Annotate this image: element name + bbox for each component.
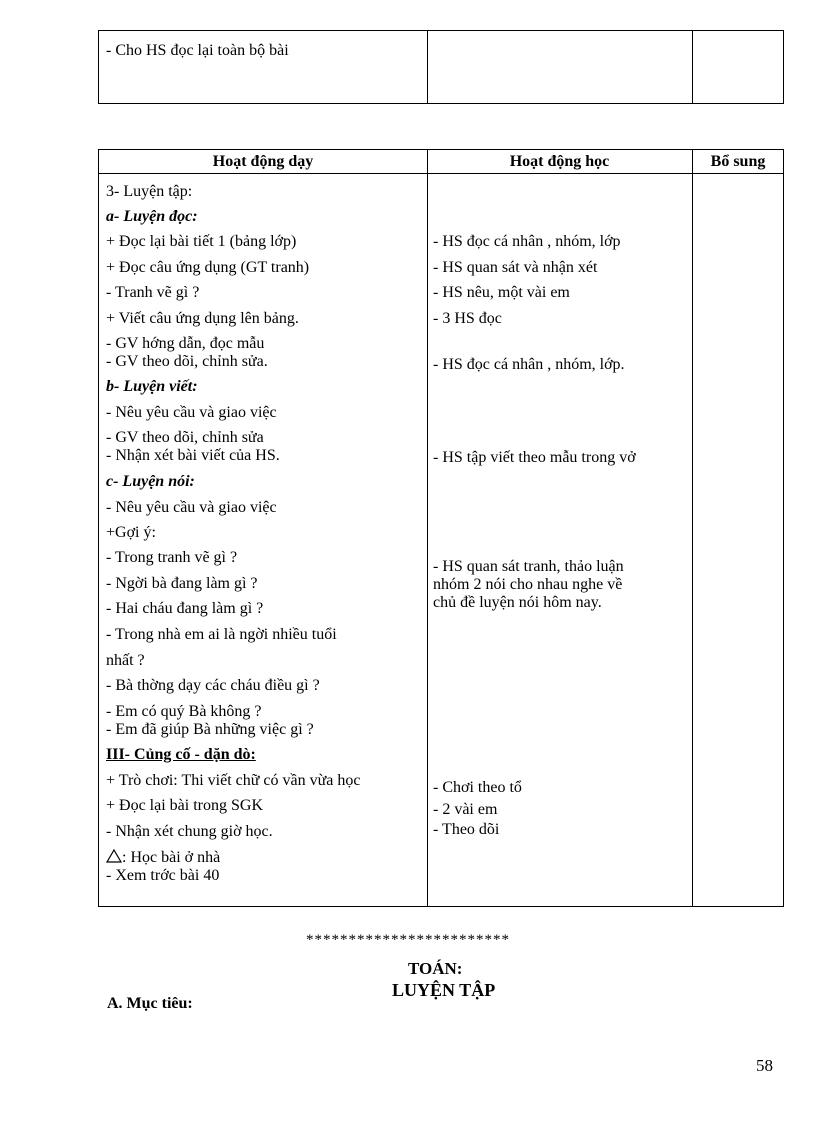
teacher-line-6: + Viết câu ứng dụng lên bảng.	[106, 310, 299, 327]
teacher-line-12: - Nhận xét bài viết của HS.	[106, 447, 280, 464]
teacher-line-21: - Bà thờng dạy các cháu điều gì ?	[106, 677, 320, 694]
student-line-1: - HS đọc cá nhân , nhóm, lớp	[433, 233, 621, 250]
main-table	[98, 149, 784, 907]
teacher-line-22: - Em có quý Bà không ?	[106, 703, 262, 720]
header-learning-activity: Hoạt động học	[509, 153, 610, 170]
top-table-cell-text: - Cho HS đọc lại toàn bộ bài	[106, 42, 289, 59]
teacher-line-23: - Em đã giúp Bà những việc gì ?	[106, 721, 314, 738]
lesson-title: LUYỆN TẬP	[392, 980, 496, 1000]
separator-stars: ************************	[306, 932, 510, 948]
teacher-line-26: + Đọc lại bài trong SGK	[106, 797, 263, 814]
teacher-line-28	[106, 849, 220, 866]
lesson-subject: TOÁN:	[408, 959, 463, 978]
teacher-line-17: - Ngời bà đang làm gì ?	[106, 575, 258, 592]
teacher-line-11: - GV theo dõi, chỉnh sửa	[106, 429, 264, 446]
top-table-divider-2	[692, 31, 693, 103]
triangle-icon	[106, 849, 122, 863]
teacher-line-15: +Gợi ý:	[106, 524, 156, 541]
teacher-line-20: nhất ?	[106, 652, 145, 669]
top-table	[98, 30, 784, 104]
page-number: 58	[756, 1056, 773, 1075]
teacher-line-8: - GV theo dõi, chỉnh sửa.	[106, 353, 268, 370]
header-teaching-activity: Hoạt động dạy	[212, 153, 314, 170]
teacher-subheading-speaking: c- Luyện nói:	[106, 473, 195, 490]
teacher-line-25: + Trò chơi: Thi viết chữ có vần vừa học	[106, 772, 361, 789]
teacher-line-18: - Hai cháu đang làm gì ?	[106, 600, 264, 617]
teacher-line-16: - Trong tranh vẽ gì ?	[106, 549, 238, 566]
section-heading	[107, 996, 193, 1012]
teacher-line-19: - Trong nhà em ai là ngời nhiều tuổi	[106, 626, 337, 643]
student-line-11: - 2 vài em	[433, 801, 498, 818]
teacher-line-4: + Đọc câu ứng dụng (GT tranh)	[106, 259, 310, 276]
student-line-5: - HS đọc cá nhân , nhóm, lớp.	[433, 356, 625, 373]
teacher-line-14: - Nêu yêu cầu và giao việc	[106, 499, 277, 516]
student-line-8: nhóm 2 nói cho nhau nghe về	[433, 576, 623, 593]
student-line-7: - HS quan sát tranh, thảo luận	[433, 558, 624, 575]
teacher-line-29: - Xem trớc bài 40	[106, 867, 220, 884]
student-line-3: - HS nêu, một vài em	[433, 284, 570, 301]
teacher-heading-consolidation: III- Củng cố - dặn dò:	[106, 746, 256, 763]
student-line-12: - Theo dõi	[433, 821, 500, 838]
student-line-4: - 3 HS đọc	[433, 310, 502, 327]
teacher-line-5: - Tranh vẽ gì ?	[106, 284, 200, 301]
teacher-line-28-text: : Học bài ở nhà	[122, 849, 221, 866]
student-line-2: - HS quan sát và nhận xét	[433, 259, 598, 276]
student-line-10: - Chơi theo tổ	[433, 779, 522, 796]
teacher-line-10: - Nêu yêu cầu và giao việc	[106, 404, 277, 421]
main-table-divider-1	[427, 150, 428, 906]
teacher-line-1: 3- Luyện tập:	[106, 183, 193, 200]
teacher-subheading-reading: a- Luyện đọc:	[106, 208, 198, 225]
student-line-6: - HS tập viết theo mẫu trong vở	[433, 449, 636, 466]
header-supplement: Bổ sung	[710, 153, 766, 170]
teacher-line-3: + Đọc lại bài tiết 1 (bảng lớp)	[106, 233, 297, 250]
section-heading-text: A. Mục tiêu:	[107, 995, 193, 1012]
teacher-line-7: - GV hớng dẫn, đọc mẫu	[106, 335, 265, 352]
main-table-divider-2	[692, 150, 693, 906]
top-table-divider-1	[427, 31, 428, 103]
teacher-line-27: - Nhận xét chung giờ học.	[106, 823, 273, 840]
student-line-9: chủ đề luyện nói hôm nay.	[433, 594, 602, 611]
header-separator	[99, 173, 783, 174]
teacher-subheading-writing: b- Luyện viết:	[106, 378, 198, 395]
